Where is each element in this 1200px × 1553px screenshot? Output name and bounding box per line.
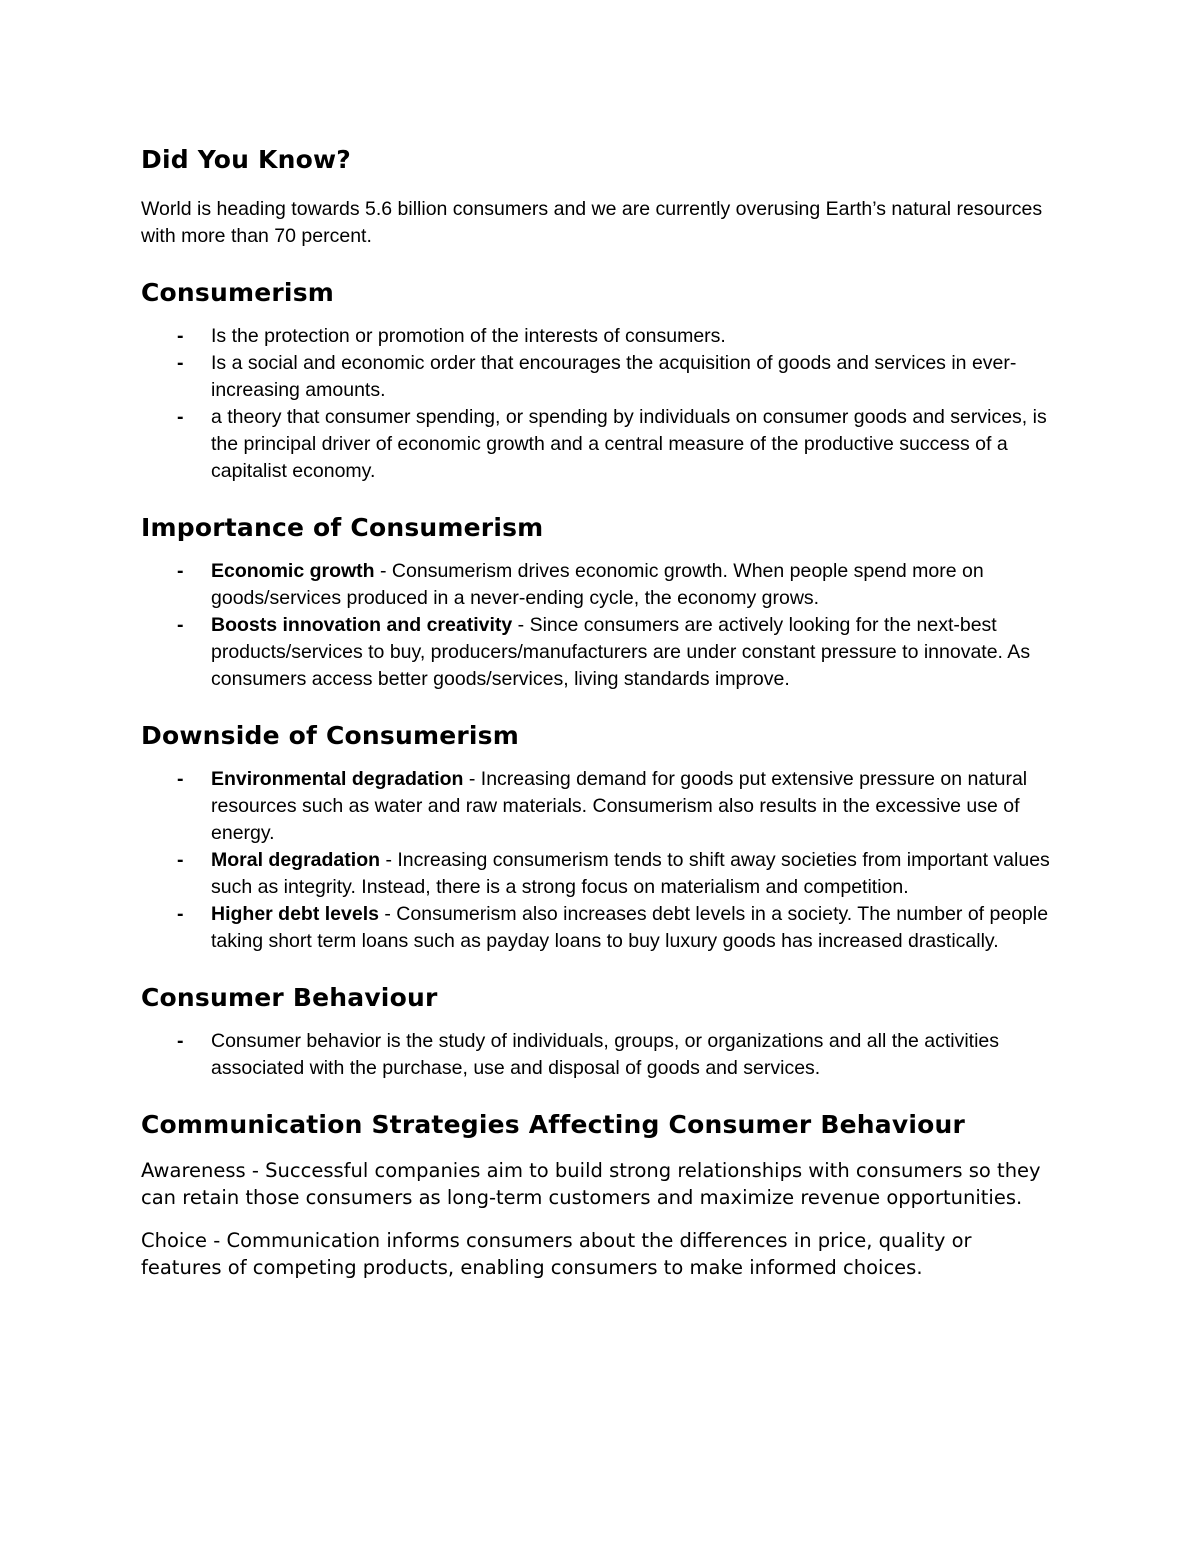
choice-paragraph: Choice - Communication informs consumers about the differences in price, quality or features of competing products, enabling consumers to make informed choices. xyxy=(141,1229,972,1279)
list-item-term: Environmental degradation xyxy=(211,768,464,790)
behaviour-list xyxy=(141,1028,1056,1082)
list-item xyxy=(141,323,1056,350)
list-item-term: Economic growth xyxy=(211,560,375,582)
list-item-text: - Increasing demand for goods put extensive pressure on natural resources such as water and raw materials. Consumerism also results in the excessive use of energy. xyxy=(211,768,1028,844)
downside-list xyxy=(141,766,1056,955)
consumerism-list xyxy=(141,323,1056,485)
importance-list xyxy=(141,558,1056,693)
document-content xyxy=(141,140,1056,1297)
list-item-text: - Consumerism also increases debt levels in a society. The number of people taking short term loans such as payday loans to buy luxury goods has increased drastically. xyxy=(211,903,1049,952)
list-item-text: - Since consumers are actively looking for the next-best products/services to buy, producers/manufacturers are under constant pressure to innovate. As consumers access better goods/services, living standards improve. xyxy=(211,614,1031,690)
list-item-term: Boosts innovation and creativity xyxy=(211,614,513,636)
list-item xyxy=(141,350,1056,404)
bullet-dash: - xyxy=(177,352,184,374)
bullet-dash: - xyxy=(177,903,184,925)
list-item-text: Is a social and economic order that encourages the acquisition of goods and services in ever-increasing amounts. xyxy=(211,352,1017,401)
list-item-text: Consumer behavior is the study of individuals, groups, or organizations and all the activities associated with the purchase, use and disposal of goods and services. xyxy=(211,1030,1000,1079)
bullet-dash: - xyxy=(177,1030,184,1052)
bullet-dash: - xyxy=(177,768,184,790)
importance-heading: Importance of Consumerism xyxy=(141,513,544,542)
did-you-know-heading: Did You Know? xyxy=(141,145,351,174)
bullet-dash: - xyxy=(177,849,184,871)
bullet-dash: - xyxy=(177,325,184,347)
list-item xyxy=(141,1028,1056,1082)
list-item-text: - Increasing consumerism tends to shift away societies from important values such as integrity. Instead, there is a strong focus on materialism and competition. xyxy=(211,849,1050,898)
bullet-dash: - xyxy=(177,406,184,428)
list-item xyxy=(141,404,1056,485)
list-item xyxy=(141,612,1056,693)
list-item xyxy=(141,558,1056,612)
consumerism-heading: Consumerism xyxy=(141,278,335,307)
communication-heading: Communication Strategies Affecting Consumer Behaviour xyxy=(141,1110,966,1139)
bullet-dash: - xyxy=(177,614,184,636)
list-item xyxy=(141,901,1056,955)
list-item-text: Is the protection or promotion of the interests of consumers. xyxy=(211,325,726,347)
downside-heading: Downside of Consumerism xyxy=(141,721,520,750)
list-item xyxy=(141,847,1056,901)
list-item-text: a theory that consumer spending, or spending by individuals on consumer goods and services, is the principal driver of economic growth and a central measure of the productive success of a capitalist economy. xyxy=(211,406,1047,482)
list-item-text: - Consumerism drives economic growth. When people spend more on goods/services produced in a never-ending cycle, the economy grows. xyxy=(211,560,984,609)
list-item xyxy=(141,766,1056,847)
list-item-term: Higher debt levels xyxy=(211,903,379,925)
bullet-dash: - xyxy=(177,560,184,582)
awareness-paragraph: Awareness - Successful companies aim to build strong relationships with consumers so they can retain those consumers as long-term customers and maximize revenue opportunities. xyxy=(141,1159,1041,1209)
did-you-know-text: World is heading towards 5.6 billion consumers and we are currently overusing Earth’s natural resources with more than 70 percent. xyxy=(141,198,1043,247)
behaviour-heading: Consumer Behaviour xyxy=(141,983,438,1012)
list-item-term: Moral degradation xyxy=(211,849,381,871)
